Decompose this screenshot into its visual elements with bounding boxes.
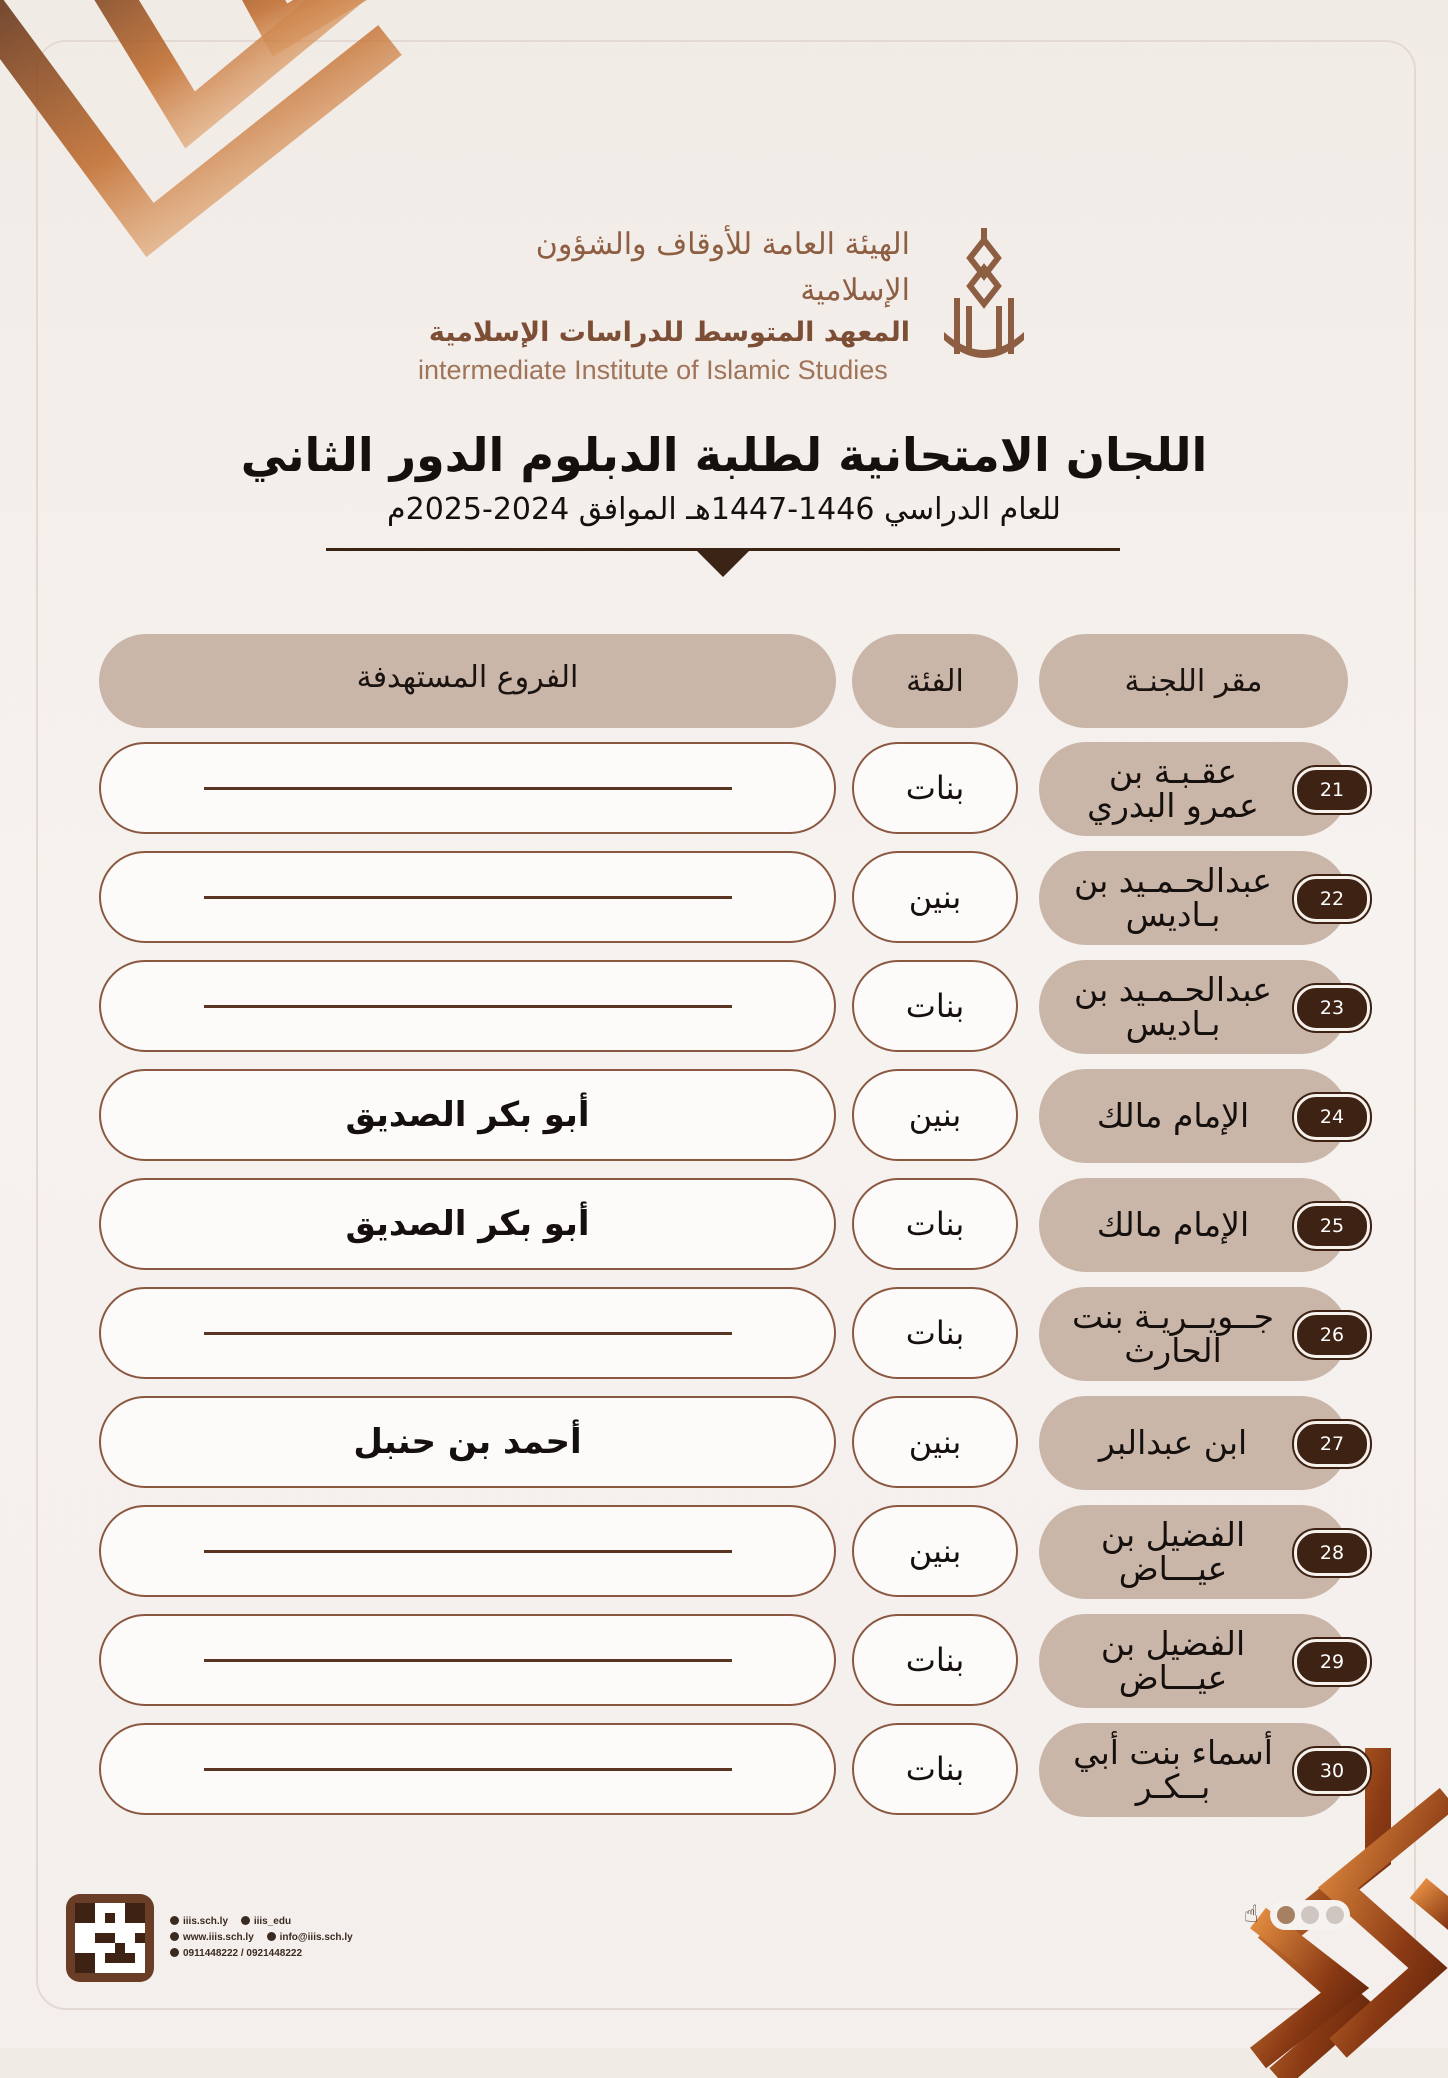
contact-info	[170, 1914, 363, 1962]
empty-dash	[204, 1550, 732, 1553]
seat-name: عقـبـة بن عمرو البدري	[1087, 752, 1259, 825]
seat-name: عبدالحـمـيد بن بـاديس	[1074, 861, 1272, 934]
seat-name: أسماء بنت أبي بــكـر	[1073, 1733, 1273, 1806]
website-contact[interactable]: www.iiis.sch.ly	[170, 1932, 254, 1943]
branch-cell	[99, 1287, 836, 1379]
header-category: الفئة	[852, 634, 1018, 728]
globe-icon	[170, 1932, 179, 1941]
page-subtitle: للعام الدراسي 1446-1447هـ الموافق 2024-2025م	[387, 492, 1061, 527]
category-cell: بنين	[852, 1069, 1018, 1161]
table-row	[0, 742, 1448, 838]
branch-cell	[99, 1505, 836, 1597]
table-row	[0, 851, 1448, 947]
row-number-badge: 24	[1294, 1094, 1370, 1140]
phone-icon	[170, 1948, 179, 1957]
qr-code[interactable]	[66, 1894, 154, 1982]
facebook-icon	[170, 1916, 179, 1925]
branch-cell	[99, 1178, 836, 1270]
seat-name: الفضيل بن عيـــاض	[1100, 1515, 1246, 1588]
branch-cell	[99, 1723, 836, 1815]
row-number-badge: 23	[1294, 985, 1370, 1031]
seat-name: جــويــريـة بنت الحارث	[1071, 1297, 1275, 1370]
seat-name: ابن عبدالبر	[1098, 1423, 1248, 1462]
empty-dash	[204, 1332, 732, 1335]
table-row	[0, 1178, 1448, 1274]
page-dot-active[interactable]	[1277, 1906, 1295, 1924]
category-cell: بنات	[852, 1287, 1018, 1379]
facebook-contact[interactable]: iiis.sch.ly	[170, 1916, 228, 1927]
page-indicator[interactable]	[1270, 1900, 1350, 1930]
category-cell: بنات	[852, 1178, 1018, 1270]
row-number-badge: 30	[1294, 1748, 1370, 1794]
category-cell: بنات	[852, 1723, 1018, 1815]
phone-contact: 0911448222 / 0921448222	[170, 1948, 302, 1959]
telegram-contact[interactable]: iiis_edu	[241, 1916, 291, 1927]
category-cell: بنات	[852, 1614, 1018, 1706]
qr-code-icon	[75, 1903, 145, 1973]
empty-dash	[204, 1659, 732, 1662]
row-number-badge: 27	[1294, 1421, 1370, 1467]
row-number-badge: 29	[1294, 1639, 1370, 1685]
branch-cell	[99, 742, 836, 834]
table-row	[0, 1287, 1448, 1383]
title-divider-arrow	[696, 550, 750, 577]
row-number-badge: 21	[1294, 767, 1370, 813]
category-cell: بنين	[852, 1505, 1018, 1597]
category-cell: بنات	[852, 742, 1018, 834]
institute-name-en: intermediate Institute of Islamic Studies	[418, 355, 888, 385]
branch-cell	[99, 1069, 836, 1161]
institute-emblem-icon	[940, 228, 1030, 358]
telegram-icon	[241, 1916, 250, 1925]
seat-name: الإمام مالك	[1096, 1096, 1250, 1135]
institute-name-ar: المعهد المتوسط للدراسات الإسلامية	[428, 317, 910, 348]
branch-name: أبو بكر الصديق	[345, 1204, 590, 1244]
empty-dash	[204, 1005, 732, 1008]
table-row	[0, 1614, 1448, 1710]
category-cell: بنات	[852, 960, 1018, 1052]
empty-dash	[204, 896, 732, 899]
branch-cell	[99, 1614, 836, 1706]
branch-name: أحمد بن حنبل	[353, 1422, 582, 1462]
row-number-badge: 22	[1294, 876, 1370, 922]
empty-dash	[204, 1768, 732, 1771]
header-branches: الفروع المستهدفة	[99, 634, 836, 728]
row-number-badge: 26	[1294, 1312, 1370, 1358]
email-contact[interactable]: info@iiis.sch.ly	[267, 1932, 353, 1943]
table-row	[0, 960, 1448, 1056]
seat-name: الفضيل بن عيـــاض	[1100, 1624, 1246, 1697]
category-cell: بنين	[852, 851, 1018, 943]
row-number-badge: 28	[1294, 1530, 1370, 1576]
authority-name-ar: الهيئة العامة للأوقاف والشؤون الإسلامية	[535, 227, 910, 308]
row-number-badge: 25	[1294, 1203, 1370, 1249]
table-row	[0, 1505, 1448, 1601]
page-title: اللجان الامتحانية لطلبة الدبلوم الدور الثاني	[240, 428, 1208, 482]
branch-cell	[99, 1396, 836, 1488]
branch-cell	[99, 960, 836, 1052]
empty-dash	[204, 787, 732, 790]
branch-cell	[99, 851, 836, 943]
branch-name: أبو بكر الصديق	[345, 1095, 590, 1135]
page-dot[interactable]	[1301, 1906, 1319, 1924]
table-row	[0, 1396, 1448, 1492]
header-seat: مقر اللجنـة	[1039, 634, 1348, 728]
seat-name: عبدالحـمـيد بن بـاديس	[1074, 970, 1272, 1043]
institute-logo	[0, 222, 1448, 385]
table-row	[0, 1069, 1448, 1165]
page-dot[interactable]	[1326, 1906, 1344, 1924]
table-row	[0, 1723, 1448, 1819]
mail-icon	[267, 1932, 276, 1941]
swipe-hand-icon: ☝	[1244, 1900, 1259, 1928]
seat-name: الإمام مالك	[1096, 1205, 1250, 1244]
category-cell: بنين	[852, 1396, 1018, 1488]
